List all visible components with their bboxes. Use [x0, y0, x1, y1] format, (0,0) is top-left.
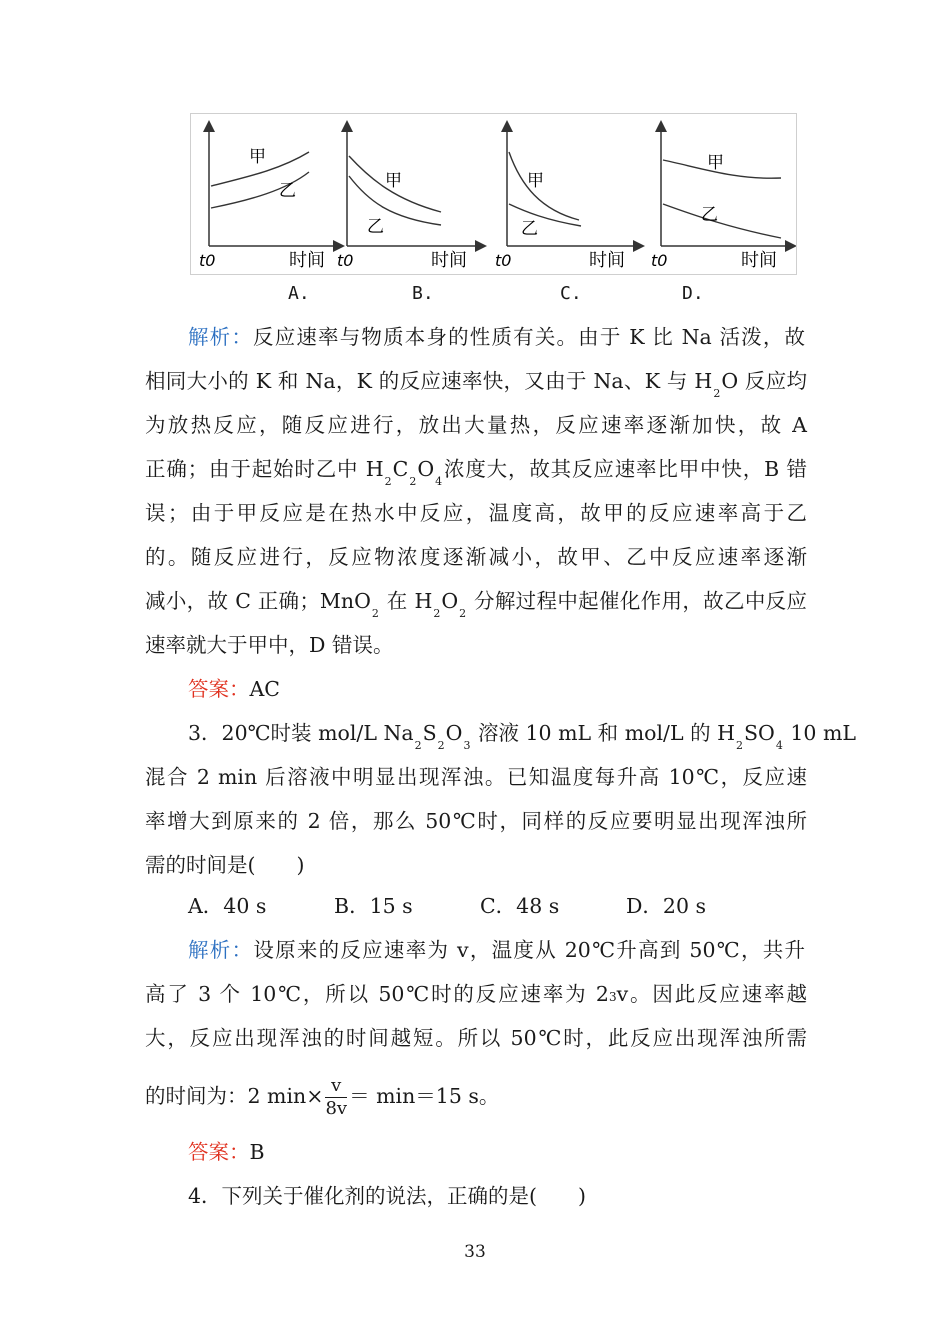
option-label-a: A. [288, 283, 310, 304]
figure-option-labels [0, 283, 950, 307]
q2-answer [188, 675, 280, 703]
q3-stem-line-1: 3．20℃时装 mol/L $Na_2S_2O_3$ 溶液 10 mL 和 mol/L 的 $H_2SO_4$ 10 mL [188, 721, 857, 752]
q2-analysis-line-2: 相同大小的 K 和 Na，K 的反应速率快，又由于 Na、K 与 $H_2O$ 反应均 [145, 369, 807, 400]
q3-analysis-line-2: 高了 3 个 10℃，所以 50℃时的反应速率为 23v。因此反应速率越 [145, 982, 807, 1006]
q3-analysis-line-1: 解析：设原来的反应速率为 v，温度从 20℃升高到 50℃，共升 [188, 938, 805, 962]
label-yi: 乙 [521, 219, 538, 239]
graph-panel-b [337, 126, 481, 271]
graph-panel-d [651, 126, 791, 271]
curve-yi [663, 204, 781, 238]
q3-stem-line-3: 率增大到原来的 2 倍，那么 50℃时，同样的反应要明显出现浑浊所 [145, 809, 807, 833]
q3-choice-a: A．40 s [188, 894, 267, 918]
origin-label: t0 [337, 251, 354, 270]
origin-label: t0 [651, 251, 668, 270]
rate-graphs-figure [190, 113, 797, 275]
q3-stem-line-4: 需的时间是( ) [145, 853, 305, 877]
option-label-b: B. [412, 283, 434, 304]
q2-analysis-line-8: 速率就大于甲中，D 错误。 [145, 633, 394, 657]
q3-stem-line-2: 混合 2 min 后溶液中明显出现浑浊。已知温度每升高 10℃，反应速 [145, 765, 807, 789]
graphs-svg [191, 114, 796, 274]
q2-analysis-line-6: 的。随反应进行，反应物浓度逐渐减小，故甲、乙中反应速率逐渐 [145, 545, 807, 569]
option-label-d: D. [682, 283, 704, 304]
page-number: 33 [464, 1242, 486, 1262]
label-jia: 甲 [249, 147, 266, 167]
q3-analysis-line-4: 的时间为：2 min× $\frac{v}{8v}$ ＝ min＝15 s。 [145, 1075, 500, 1119]
q3-choices [188, 892, 706, 920]
q3-analysis-line-3: 大，反应出现浑浊的时间越短。所以 50℃时，此反应出现浑浊所需 [145, 1026, 807, 1050]
q3-choice-d: D．20 s [626, 894, 707, 918]
q2-analysis-line-7: 减小，故 C 正确；MnO$_2$ 在 $H_2O_2$ 分解过程中起催化作用，故乙中反应 [145, 589, 808, 620]
graph-panel-c [495, 126, 639, 271]
q2-analysis-label: 解析： [188, 325, 254, 349]
label-yi: 乙 [367, 217, 384, 237]
q2-answer-label: 答案： [188, 677, 250, 701]
q2-analysis-line-1: 解析：反应速率与物质本身的性质有关。由于 K 比 Na 活泼，故 [188, 325, 805, 349]
origin-label: t0 [495, 251, 512, 270]
q3-choice-b: B．15 s [334, 894, 413, 918]
q2-analysis-line-4: 正确；由于起始时乙中 $H_2C_2O_4$浓度大，故其反应速率比甲中快，B 错 [145, 457, 807, 488]
x-axis-label: 时间 [741, 250, 777, 271]
label-jia: 甲 [385, 171, 402, 191]
curve-yi [509, 204, 581, 226]
label-jia: 甲 [527, 171, 544, 191]
q3-answer [188, 1138, 265, 1166]
q2-answer-value: AC [249, 677, 280, 701]
x-axis-label: 时间 [431, 250, 467, 271]
label-jia: 甲 [707, 153, 724, 173]
x-axis-label: 时间 [289, 250, 325, 271]
fraction-v-over-8v: $\frac{v}{8v}$ [325, 1075, 348, 1119]
label-yi: 乙 [701, 205, 718, 225]
q3-answer-label: 答案： [188, 1140, 250, 1164]
x-axis-label: 时间 [589, 250, 625, 271]
option-label-c: C. [560, 283, 582, 304]
q2-analysis-line-3: 为放热反应，随反应进行，放出大量热，反应速率逐渐加快，故 A [145, 413, 807, 437]
label-yi: 乙 [279, 181, 296, 201]
q3-answer-value: B [249, 1140, 265, 1164]
origin-label: t0 [199, 251, 216, 270]
q2-analysis-line-5: 误；由于甲反应是在热水中反应，温度高，故甲的反应速率高于乙 [145, 501, 807, 525]
curve-jia [509, 152, 579, 220]
q4-stem: 4．下列关于催化剂的说法，正确的是( ) [188, 1184, 587, 1208]
q3-choice-c: C．48 s [480, 894, 560, 918]
q3-analysis-label: 解析： [188, 938, 254, 962]
graph-panel-a [199, 126, 339, 271]
